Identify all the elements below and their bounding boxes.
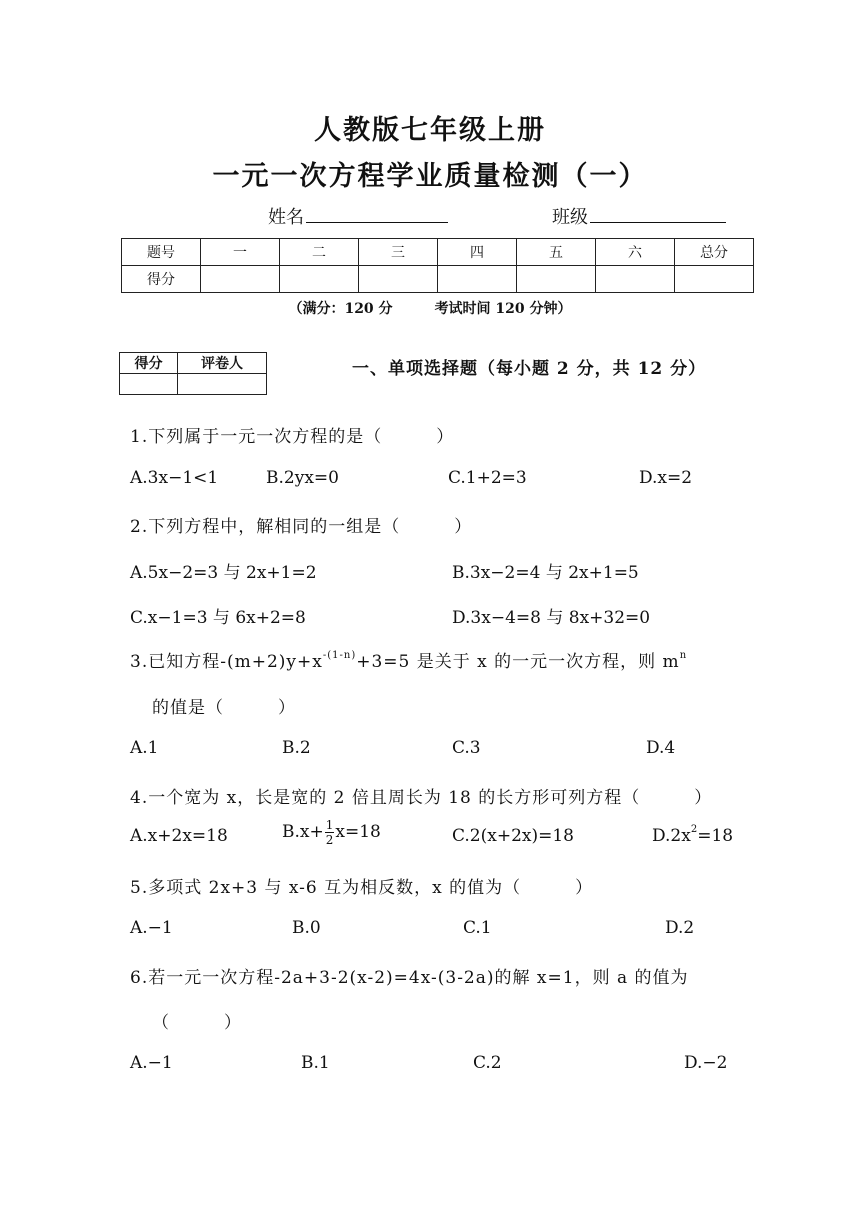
score-cell[interactable] bbox=[201, 266, 280, 293]
question-6-option-d[interactable]: D.−2 bbox=[684, 1053, 728, 1073]
name-field[interactable] bbox=[268, 203, 448, 229]
score-header-cell: 三 bbox=[359, 239, 438, 266]
question-4-option-d-text: D.2x bbox=[652, 826, 691, 846]
score-row-label: 得分 bbox=[122, 266, 201, 293]
question-6-option-a[interactable]: A.−1 bbox=[130, 1053, 173, 1073]
question-4-option-c[interactable]: C.2(x+2x)=18 bbox=[452, 826, 574, 846]
question-1-option-d[interactable]: D.x=2 bbox=[639, 468, 693, 488]
question-3-stem-part-1: 3.已知方程-(m+2)y+x bbox=[130, 652, 323, 672]
fraction-one-half bbox=[325, 818, 335, 847]
score-cell[interactable] bbox=[438, 266, 517, 293]
question-3-stem-part-2: +3=5 是关于 x 的一元一次方程，则 m bbox=[356, 652, 680, 672]
question-5-option-d[interactable]: D.2 bbox=[665, 918, 695, 938]
grader-name-cell[interactable] bbox=[178, 374, 267, 395]
name-underline bbox=[306, 204, 448, 223]
question-6-stem: 6.若一元一次方程-2a+3-2(x-2)=4x-(3-2a)的解 x=1，则 a 的值为 bbox=[130, 968, 689, 988]
question-2-stem: 2.下列方程中，解相同的一组是（ ） bbox=[130, 517, 473, 537]
grader-score-label: 得分 bbox=[120, 353, 178, 374]
exam-info bbox=[0, 298, 860, 318]
question-4-option-b[interactable] bbox=[282, 818, 381, 847]
score-cell[interactable] bbox=[280, 266, 359, 293]
score-header-cell: 二 bbox=[280, 239, 359, 266]
fraction-numerator: 1 bbox=[325, 818, 334, 832]
question-3-stem bbox=[130, 647, 687, 672]
question-1-option-a[interactable]: A.3x−1<1 bbox=[130, 468, 219, 488]
score-header-cell: 题号 bbox=[122, 239, 201, 266]
score-table-score-row bbox=[122, 266, 754, 293]
score-header-cell: 总分 bbox=[675, 239, 754, 266]
score-cell[interactable] bbox=[596, 266, 675, 293]
question-1-option-b[interactable]: B.2yx=0 bbox=[266, 468, 339, 488]
question-2-option-b[interactable]: B.3x−2=4 与 2x+1=5 bbox=[452, 563, 639, 583]
score-header-cell: 一 bbox=[201, 239, 280, 266]
question-5-option-c[interactable]: C.1 bbox=[463, 918, 492, 938]
class-underline bbox=[590, 204, 726, 223]
score-table-header-row bbox=[122, 239, 754, 266]
class-label: 班级 bbox=[552, 207, 588, 228]
question-4-option-b-rest: x=18 bbox=[335, 822, 381, 842]
question-6-option-c[interactable]: C.2 bbox=[473, 1053, 502, 1073]
question-3-stem-line-2: 的值是（ ） bbox=[152, 698, 296, 718]
question-3-option-b[interactable]: B.2 bbox=[282, 738, 311, 758]
question-4-option-d[interactable] bbox=[652, 826, 733, 846]
question-6-option-b[interactable]: B.1 bbox=[301, 1053, 330, 1073]
section-heading: 一、单项选择题（每小题 2 分，共 12 分） bbox=[352, 359, 707, 379]
question-4-option-d-exponent: 2 bbox=[690, 824, 698, 835]
question-5-option-a[interactable]: A.−1 bbox=[130, 918, 173, 938]
fraction-denominator: 2 bbox=[325, 833, 334, 847]
grader-box bbox=[119, 352, 267, 395]
question-2-option-c[interactable]: C.x−1=3 与 6x+2=8 bbox=[130, 608, 306, 628]
question-5-stem: 5.多项式 2x+3 与 x-6 互为相反数，x 的值为（ ） bbox=[130, 878, 594, 898]
name-label: 姓名 bbox=[268, 207, 304, 228]
question-4-option-a[interactable]: A.x+2x=18 bbox=[130, 826, 228, 846]
score-cell[interactable] bbox=[675, 266, 754, 293]
score-header-cell: 五 bbox=[517, 239, 596, 266]
question-3-exponent-n: n bbox=[679, 650, 688, 661]
grader-score-cell[interactable] bbox=[120, 374, 178, 395]
score-header-cell: 六 bbox=[596, 239, 675, 266]
question-2-option-a[interactable]: A.5x−2=3 与 2x+1=2 bbox=[130, 563, 317, 583]
grader-name-label: 评卷人 bbox=[178, 353, 267, 374]
question-4-option-b-text: B.x+ bbox=[282, 822, 324, 842]
full-score: （满分：120 分 bbox=[288, 301, 393, 317]
title-line-2: 一元一次方程学业质量检测（一） bbox=[212, 161, 648, 192]
question-4-stem: 4.一个宽为 x，长是宽的 2 倍且周长为 18 的长方形可列方程（ ） bbox=[130, 788, 713, 808]
question-6-stem-line-2: （ ） bbox=[152, 1013, 242, 1033]
question-1-stem: 1.下列属于一元一次方程的是（ ） bbox=[130, 427, 455, 447]
question-2-option-d[interactable]: D.3x−4=8 与 8x+32=0 bbox=[452, 608, 651, 628]
question-3-exponent: -(1-n) bbox=[322, 650, 357, 661]
question-3-option-a[interactable]: A.1 bbox=[130, 738, 159, 758]
question-5-option-b[interactable]: B.0 bbox=[292, 918, 321, 938]
class-field[interactable] bbox=[552, 203, 726, 229]
score-table bbox=[121, 238, 754, 293]
exam-time: 考试时间 120 分钟） bbox=[434, 301, 572, 317]
question-3-option-d[interactable]: D.4 bbox=[646, 738, 676, 758]
score-cell[interactable] bbox=[359, 266, 438, 293]
question-1-option-c[interactable]: C.1+2=3 bbox=[448, 468, 527, 488]
score-cell[interactable] bbox=[517, 266, 596, 293]
score-header-cell: 四 bbox=[438, 239, 517, 266]
question-4-option-d-rest: =18 bbox=[697, 826, 734, 846]
title-line-1: 人教版七年级上册 bbox=[314, 115, 546, 146]
question-3-option-c[interactable]: C.3 bbox=[452, 738, 481, 758]
